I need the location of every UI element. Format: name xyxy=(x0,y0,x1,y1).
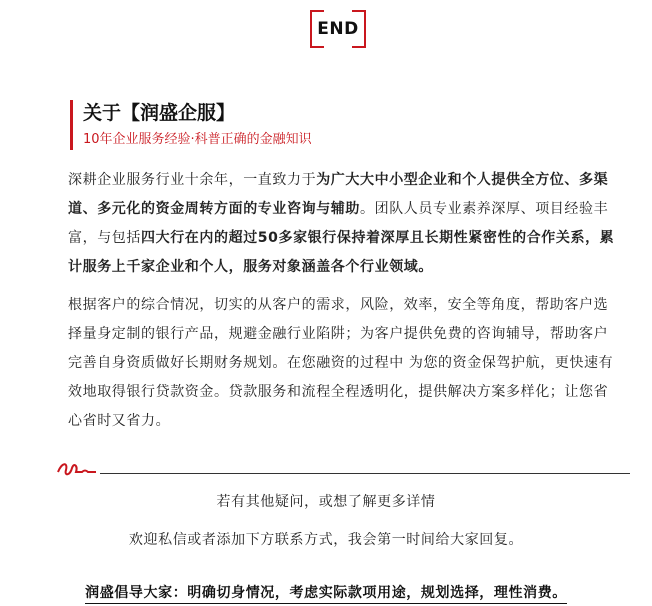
contact-line-1: 若有其他疑问，或想了解更多详情 xyxy=(216,494,436,510)
end-label: END xyxy=(317,19,359,39)
intro-bold-2: 四大行在内的超过50多家银行保持着深厚且长期性紧密性的合作关系，累计服务上千家企业和个人，服务对象涵盖各个行业领域。 xyxy=(68,230,615,275)
advocate-text: 润盛倡导大家：明确切身情况，考虑实际款项用途，规划选择，理性消费。 xyxy=(85,585,567,604)
section-divider xyxy=(100,473,630,474)
intro-mid: 。团队人员专业素养深厚、项目经验丰富，与包括 xyxy=(68,201,609,246)
about-title: 关于【润盛企服】 xyxy=(83,102,236,124)
contact-line-2: 欢迎私信或者添加下方联系方式，我会第一时间给大家回复。 xyxy=(128,532,524,548)
about-section-header xyxy=(70,100,312,150)
intro-paragraph xyxy=(68,166,620,282)
service-paragraph: 根据客户的综合情况，切实的从客户的需求，风险，效率，安全等角度，帮助客户选择量身定制的银行产品，规避金融行业陷阱；为客户提供免费的咨询辅导，帮助客户完善自身资质做好长期财务规划。在您融资的过程中 为您的资金保驾护航，更快速有效地取得银行贷款资金。贷款服务和流程全程透明化，提供解决方案多样化；让您省心省时又省力。 xyxy=(68,297,614,429)
intro-bold: 为广大大中小型企业和个人提供全方位、多渠道、多元化的资金周转方面的专业咨询与辅助 xyxy=(68,172,609,217)
advocate-note xyxy=(0,582,652,602)
about-subtitle: 10年企业服务经验·科普正确的金融知识 xyxy=(83,132,312,147)
end-badge xyxy=(310,10,366,48)
ribbon-icon xyxy=(56,458,96,478)
intro-lead: 深耕企业服务行业十余年，一直致力于 xyxy=(68,172,317,188)
